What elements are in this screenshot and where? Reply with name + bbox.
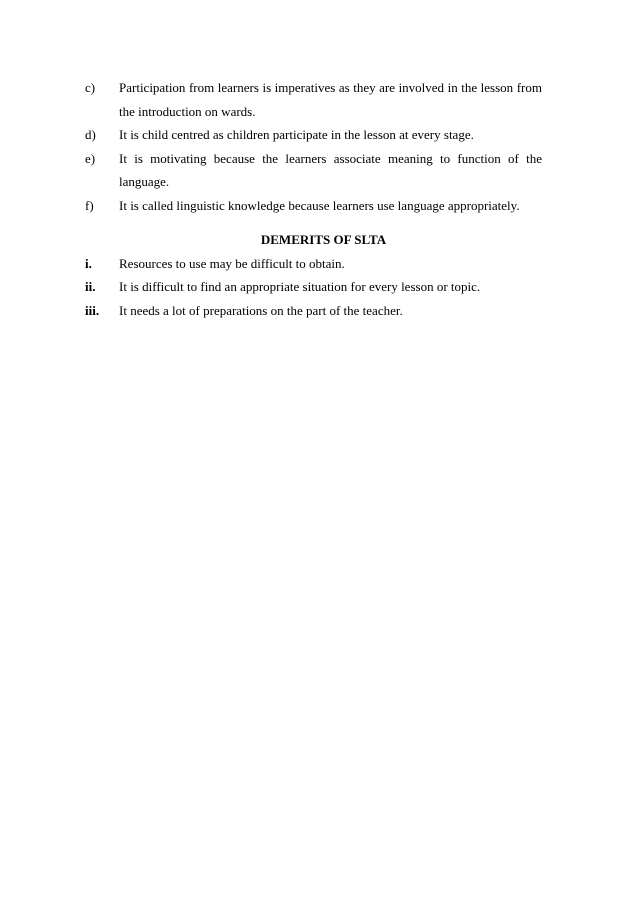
list-item-text: It is difficult to find an appropriate situation for every lesson or topic.	[119, 279, 481, 294]
merit-item-e	[85, 147, 542, 194]
list-item-text: It is motivating because the learners associate meaning to function of the language.	[119, 150, 542, 189]
merit-item-c	[85, 76, 542, 123]
list-marker: iii.	[85, 302, 100, 318]
demerit-item-i	[85, 252, 542, 276]
list-item-text: It needs a lot of preparations on the part of the teacher.	[119, 302, 403, 318]
list-item-text: Resources to use may be difficult to obtain.	[119, 255, 345, 271]
merit-item-f	[85, 194, 542, 218]
merit-item-d	[85, 123, 542, 147]
page-content	[85, 76, 542, 322]
demerits-heading: DEMERITS OF SLTA	[260, 232, 387, 247]
list-marker: d)	[85, 127, 96, 142]
demerit-item-ii	[85, 275, 542, 299]
list-marker: f)	[85, 197, 94, 213]
list-marker: c)	[85, 80, 96, 95]
list-marker: ii.	[85, 279, 96, 294]
demerit-item-iii	[85, 299, 542, 323]
list-item-text: Participation from learners is imperatives as they are involved in the lesson from the introduction on wards.	[119, 80, 542, 119]
list-marker: i.	[85, 255, 92, 271]
list-item-text: It is child centred as children participate in the lesson at every stage.	[119, 127, 474, 142]
list-item-text: It is called linguistic knowledge because learners use language appropriately.	[119, 197, 520, 213]
list-marker: e)	[85, 150, 96, 166]
